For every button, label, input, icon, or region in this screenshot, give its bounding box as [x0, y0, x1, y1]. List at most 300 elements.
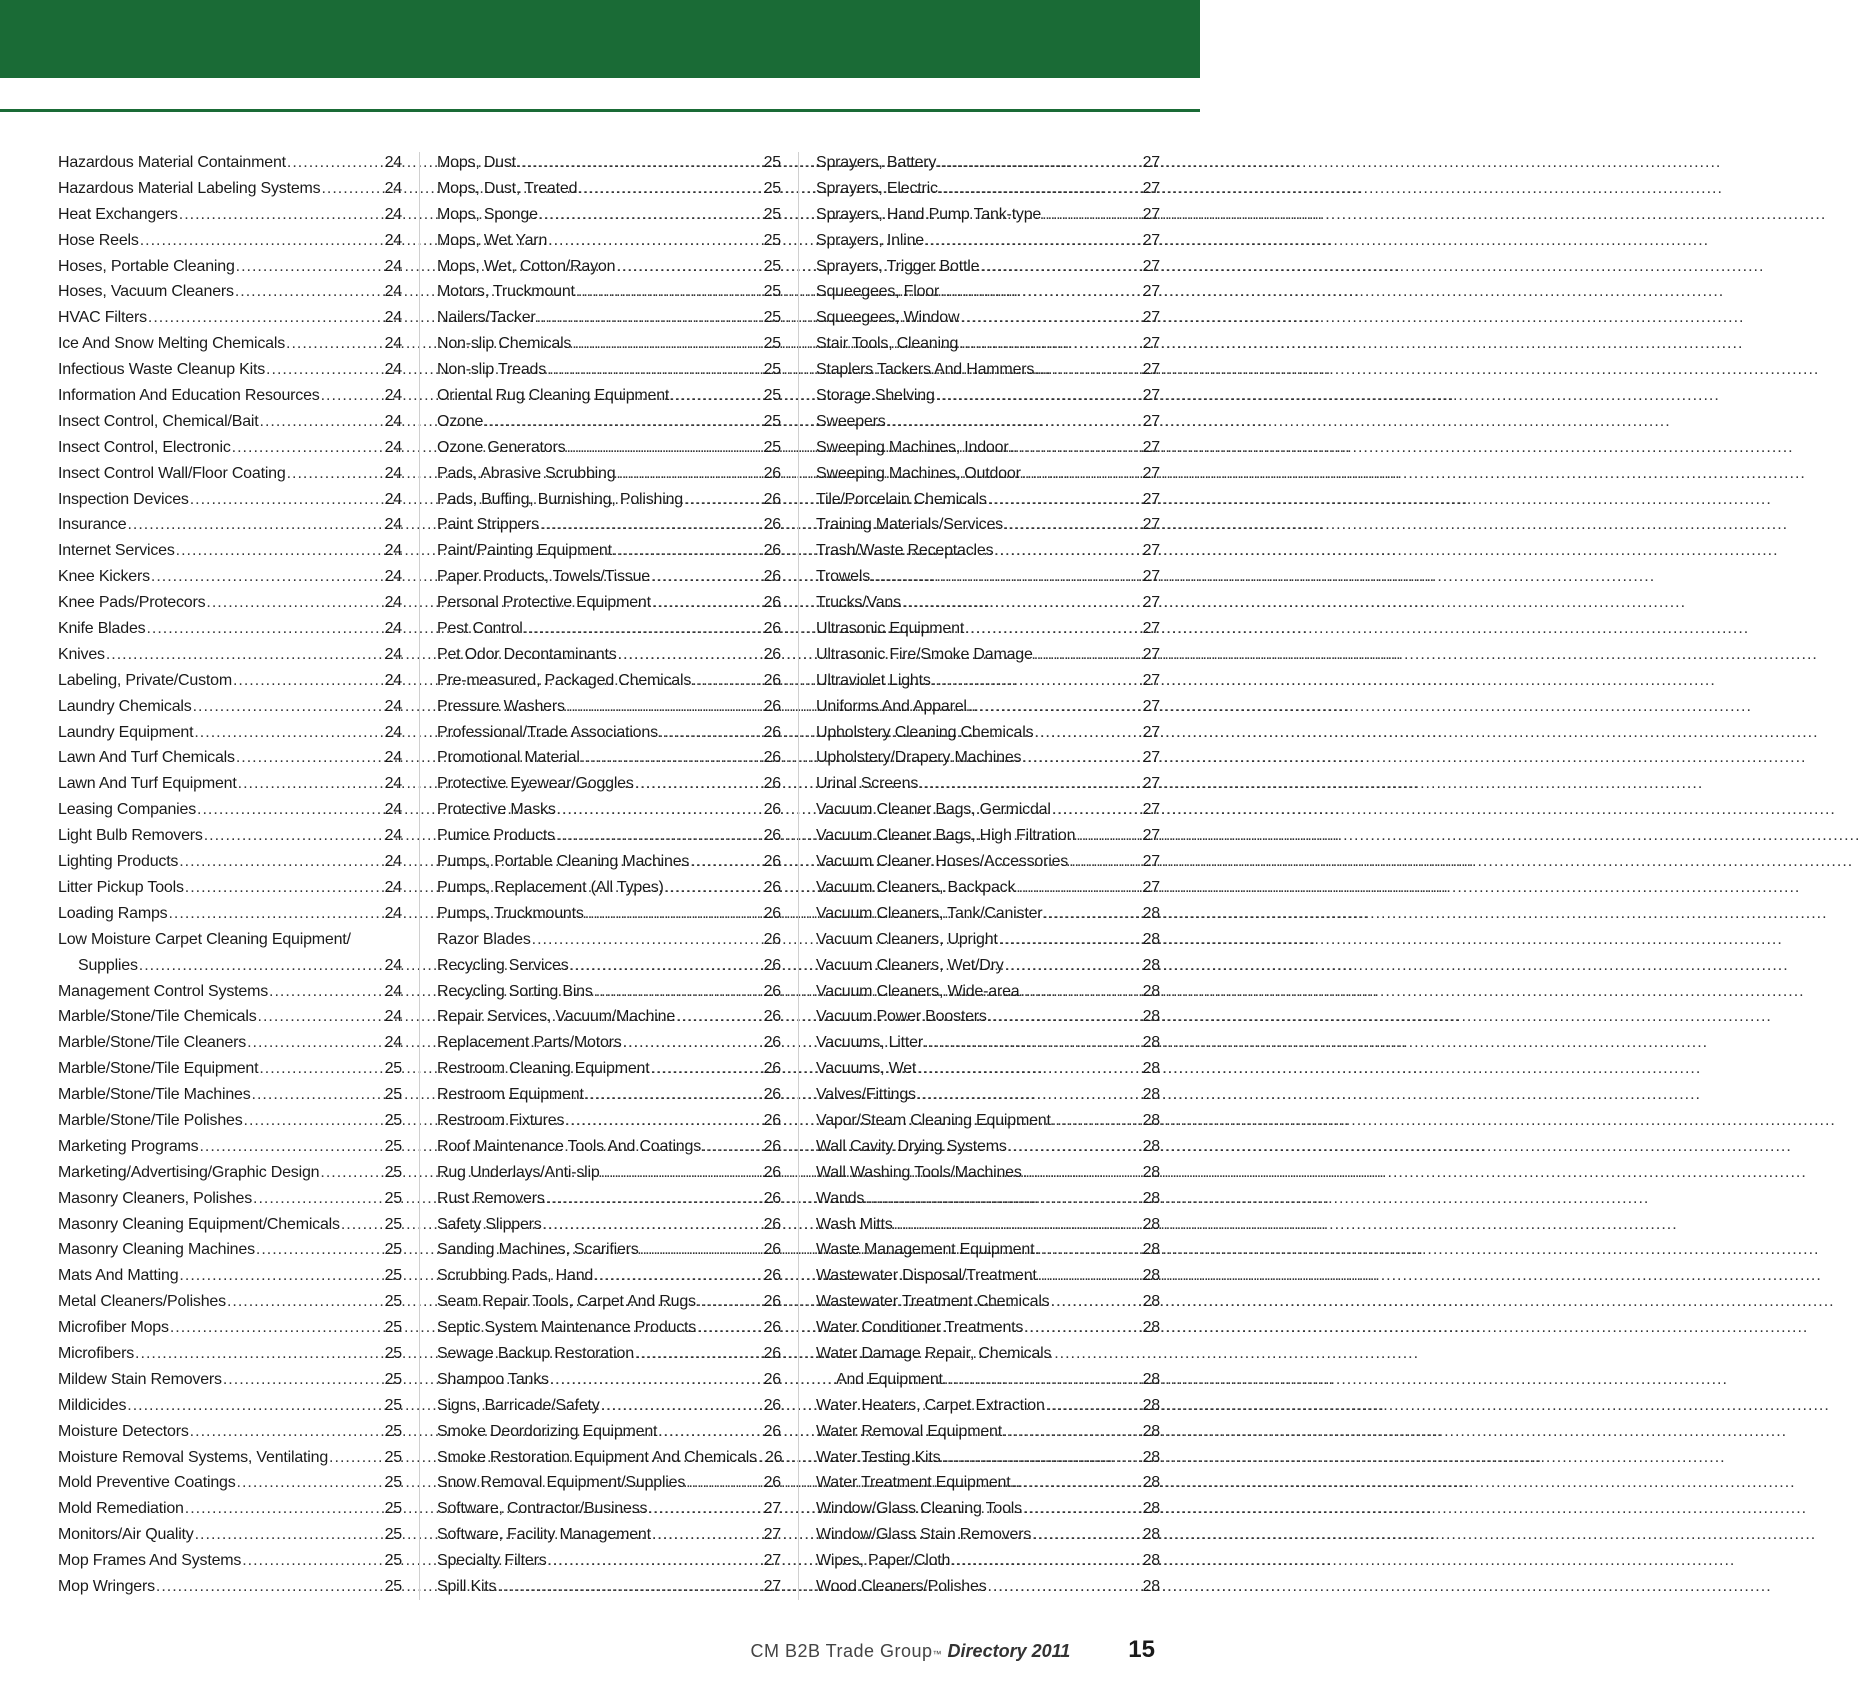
index-entry	[816, 538, 1160, 564]
entry-page-number: 27	[1142, 205, 1160, 223]
dot-leader	[1024, 1315, 1141, 1341]
entry-name: Paper Products, Towels/Tissue	[437, 568, 650, 586]
index-entry	[437, 512, 781, 538]
dot-leader	[566, 694, 763, 720]
index-entry	[437, 1237, 781, 1263]
index-entry	[58, 1030, 402, 1056]
dot-leader	[320, 1160, 383, 1186]
dot-leader	[151, 564, 384, 590]
dot-leader	[539, 202, 763, 228]
index-entry	[58, 1470, 402, 1496]
index-entry	[816, 616, 1160, 642]
entry-name: Non-slip Chemicals	[437, 335, 572, 353]
entry-name: Masonry Cleaners, Polishes	[58, 1189, 252, 1207]
entry-name: Valves/Fittings	[816, 1086, 916, 1104]
index-entry	[58, 1341, 402, 1367]
entry-name: Ice And Snow Melting Chemicals	[58, 335, 286, 353]
entry-name: Ozone Generators	[437, 438, 566, 456]
index-entry	[437, 1522, 781, 1548]
index-entry	[437, 254, 781, 280]
entry-page-number: 26	[763, 775, 781, 793]
dot-leader	[244, 1108, 384, 1134]
entry-page-number: 26	[763, 594, 781, 612]
index-entry	[58, 564, 402, 590]
entry-name: Upholstery/Drapery Machines	[816, 749, 1022, 767]
entry-page-number: 25	[763, 361, 781, 379]
dot-leader	[258, 1004, 384, 1030]
entry-name: Mop Wringers	[58, 1577, 155, 1595]
index-entry	[58, 487, 402, 513]
dot-leader	[517, 150, 763, 176]
dot-leader	[692, 668, 762, 694]
entry-name: Mold Preventive Coatings	[58, 1474, 236, 1492]
entry-name: Mats And Matting	[58, 1267, 179, 1285]
dot-leader	[697, 1289, 763, 1315]
entry-page-number: 27	[1142, 154, 1160, 171]
index-entry	[816, 1367, 1160, 1393]
dot-leader	[1009, 435, 1141, 461]
dot-leader	[1032, 1522, 1141, 1548]
entry-page-number: 26	[763, 904, 781, 922]
index-entry	[437, 150, 781, 176]
dot-leader	[176, 538, 384, 564]
entry-name: Oriental Rug Cleaning Equipment	[437, 387, 670, 405]
entry-page-number: 24	[384, 749, 402, 767]
entry-page-number: 24	[384, 671, 402, 689]
dot-leader	[944, 1367, 1142, 1393]
index-entry	[437, 1367, 781, 1393]
entry-name: Restroom Equipment	[437, 1086, 584, 1104]
entry-name: Ultrasonic Fire/Smoke Damage	[816, 645, 1033, 663]
dot-leader	[233, 668, 384, 694]
entry-name: Moisture Detectors	[58, 1422, 189, 1440]
entry-page-number: 28	[1142, 1577, 1160, 1595]
entry-page-number: 25	[384, 1370, 402, 1388]
entry-page-number: 24	[384, 827, 402, 845]
entry-name: Paint Strippers	[437, 516, 539, 534]
entry-name: Roof Maintenance Tools And Coatings	[437, 1137, 701, 1155]
index-entry	[816, 1496, 1160, 1522]
index-entry	[816, 1419, 1160, 1445]
index-entry	[58, 357, 402, 383]
index-entry	[816, 823, 1160, 849]
entry-page-number: 25	[384, 1293, 402, 1311]
dot-leader	[623, 1030, 763, 1056]
index-entry	[58, 305, 402, 331]
dot-leader	[287, 461, 384, 487]
dot-leader	[185, 1496, 384, 1522]
entry-page-number: 27	[1142, 361, 1160, 379]
entry-page-number: 26	[763, 1189, 781, 1207]
index-entry	[58, 228, 402, 254]
dot-leader	[135, 1341, 384, 1367]
index-column-3	[816, 150, 1160, 1600]
entry-page-number: 24	[384, 387, 402, 405]
dot-leader	[652, 590, 763, 616]
index-entry	[816, 1186, 1160, 1212]
entry-page-number: 26	[763, 801, 781, 819]
entry-page-number: 26	[763, 1293, 781, 1311]
entry-name: Safety Slippers	[437, 1215, 542, 1233]
dot-leader	[635, 771, 763, 797]
dot-leader	[865, 1186, 1141, 1212]
index-entry	[816, 1237, 1160, 1263]
entry-name: Vacuum Cleaner Bags, Germicdal	[816, 801, 1051, 819]
entry-page-number: 26	[763, 956, 781, 974]
entry-page-number: 26	[763, 1422, 781, 1440]
dot-leader	[148, 305, 384, 331]
index-entry	[437, 1289, 781, 1315]
entry-name: Hoses, Portable Cleaning	[58, 257, 235, 275]
dot-leader	[321, 383, 384, 409]
index-entry	[437, 953, 781, 979]
dot-leader	[1012, 1470, 1142, 1496]
entry-page-number: 26	[763, 645, 781, 663]
entry-name: Sprayers, Battery	[816, 154, 937, 171]
dot-leader	[578, 176, 762, 202]
dot-leader	[676, 1004, 763, 1030]
entry-name: Pressure Washers	[437, 697, 565, 715]
index-entry	[816, 564, 1160, 590]
index-entry	[816, 357, 1160, 383]
entry-name: Knife Blades	[58, 620, 146, 638]
index-entry	[58, 953, 402, 979]
dot-leader	[940, 279, 1141, 305]
index-entry	[816, 875, 1160, 901]
entry-page-number: 26	[763, 982, 781, 1000]
entry-name: Insurance	[58, 516, 127, 534]
index-entry	[816, 1574, 1160, 1600]
entry-name: Knee Kickers	[58, 568, 150, 586]
index-entry	[816, 642, 1160, 668]
dot-leader	[917, 1082, 1142, 1108]
entry-page-number: 27	[1142, 257, 1160, 275]
entry-name: Water Conditioner Treatments	[816, 1319, 1024, 1337]
entry-name: Training Materials/Services	[816, 516, 1003, 534]
dot-leader	[652, 1522, 763, 1548]
index-entry	[816, 1289, 1160, 1315]
dot-leader	[127, 1393, 383, 1419]
entry-name: Sweepers	[816, 412, 886, 430]
entry-name: Window/Glass Stain Removers	[816, 1526, 1032, 1544]
dot-leader	[269, 979, 384, 1005]
entry-page-number: 27	[763, 1500, 781, 1518]
entry-name: Protective Eyewear/Goggles	[437, 775, 634, 793]
index-entry	[58, 1367, 402, 1393]
entry-page-number: 25	[384, 1474, 402, 1492]
entry-page-number: 26	[763, 1008, 781, 1026]
index-entry	[58, 1574, 402, 1600]
entry-name: Uniforms And Apparel	[816, 697, 967, 715]
entry-page-number: 28	[1142, 904, 1160, 922]
index-entry	[816, 927, 1160, 953]
dot-leader	[1035, 1237, 1141, 1263]
index-entry	[58, 1263, 402, 1289]
index-entry	[58, 1004, 402, 1030]
index-entry	[437, 979, 781, 1005]
index-entry	[437, 1186, 781, 1212]
entry-name: Paint/Painting Equipment	[437, 542, 612, 560]
entry-page-number: 27	[1142, 568, 1160, 586]
entry-name: Light Bulb Removers	[58, 827, 203, 845]
entry-page-number: 24	[384, 956, 402, 974]
entry-name: And Equipment	[836, 1370, 943, 1388]
dot-leader	[1076, 823, 1141, 849]
entry-page-number: 25	[384, 1215, 402, 1233]
dot-leader	[618, 642, 763, 668]
index-entry	[816, 901, 1160, 927]
index-entry	[437, 564, 781, 590]
entry-page-number: 27	[1142, 309, 1160, 327]
entry-name: Pumice Products	[437, 827, 555, 845]
entry-name: Mop Frames And Systems	[58, 1552, 242, 1570]
entry-page-number: 25	[384, 1448, 402, 1466]
dot-leader	[1020, 979, 1141, 1005]
entry-name: Recycling Services	[437, 956, 569, 974]
index-entry	[437, 1393, 781, 1419]
index-entry	[437, 331, 781, 357]
entry-page-number: 25	[763, 257, 781, 275]
entry-page-number: 26	[763, 620, 781, 638]
index-entry	[58, 1445, 402, 1471]
dot-leader	[286, 331, 384, 357]
entry-name: Pre-measured, Packaged Chemicals	[437, 671, 692, 689]
entry-page-number: 27	[1142, 749, 1160, 767]
entry-page-number: 26	[763, 1137, 781, 1155]
index-entry	[816, 720, 1160, 746]
index-entry	[58, 331, 402, 357]
entry-page-number: 28	[1142, 1526, 1160, 1544]
entry-name: Vacuums, Litter	[816, 1034, 923, 1052]
index-entry	[437, 694, 781, 720]
dot-leader	[937, 150, 1141, 176]
index-entry	[58, 642, 402, 668]
entry-page-number: 25	[384, 1577, 402, 1595]
index-entry	[816, 953, 1160, 979]
entry-name: Lighting Products	[58, 853, 179, 871]
dot-leader	[902, 590, 1142, 616]
entry-page-number: 25	[384, 1086, 402, 1104]
entry-page-number: 24	[384, 205, 402, 223]
index-entry	[437, 1341, 781, 1367]
dot-leader	[941, 1445, 1141, 1471]
index-entry	[437, 538, 781, 564]
entry-page-number: 26	[763, 878, 781, 896]
entry-name: Window/Glass Cleaning Tools	[816, 1500, 1022, 1518]
entry-page-number: 26	[763, 1086, 781, 1104]
entry-page-number: 24	[384, 568, 402, 586]
dot-leader	[936, 383, 1142, 409]
index-entry	[437, 797, 781, 823]
entry-page-number: 27	[1142, 412, 1160, 430]
dot-leader	[919, 771, 1141, 797]
dot-leader	[988, 1004, 1142, 1030]
entry-name: Personal Protective Equipment	[437, 594, 651, 612]
entry-page-number: 28	[1142, 1319, 1160, 1337]
entry-name: Supplies	[78, 956, 138, 974]
entry-name: Mold Remediation	[58, 1500, 184, 1518]
entry-name: Restroom Cleaning Equipment	[437, 1060, 650, 1078]
index-entry	[437, 1496, 781, 1522]
entry-page-number: 24	[384, 179, 402, 197]
entry-page-number: 24	[384, 231, 402, 249]
index-entry	[816, 1056, 1160, 1082]
dot-leader	[1016, 875, 1141, 901]
entry-name: Software, Facility Management	[437, 1526, 651, 1544]
dot-leader	[999, 927, 1142, 953]
entry-name: Wood Cleaners/Polishes	[816, 1577, 987, 1595]
dot-leader	[1034, 642, 1142, 668]
entry-page-number: 28	[1142, 1293, 1160, 1311]
index-entry	[816, 668, 1160, 694]
entry-page-number: 27	[1142, 283, 1160, 301]
index-entry	[816, 279, 1160, 305]
dot-leader	[576, 279, 763, 305]
dot-leader	[1051, 1289, 1142, 1315]
dot-leader	[648, 1496, 762, 1522]
entry-name: Snow Removal Equipment/Supplies	[437, 1474, 686, 1492]
index-entry	[437, 927, 781, 953]
entry-name: Nailers/Tacker	[437, 309, 536, 327]
entry-name: Masonry Cleaning Equipment/Chemicals	[58, 1215, 340, 1233]
entry-name: Pads, Abrasive Scrubbing	[437, 464, 616, 482]
entry-page-number: 24	[384, 309, 402, 327]
dot-leader	[260, 409, 384, 435]
index-entry	[437, 616, 781, 642]
entry-page-number: 26	[763, 490, 781, 508]
entry-name: Water Testing Kits	[816, 1448, 941, 1466]
entry-name: Low Moisture Carpet Cleaning Equipment/	[58, 930, 351, 948]
entry-page-number: 28	[1142, 1137, 1160, 1155]
entry-page-number: 28	[1142, 1552, 1160, 1570]
entry-page-number: 24	[384, 283, 402, 301]
index-entry	[58, 1134, 402, 1160]
entry-name: Vacuum Cleaners, Upright	[816, 930, 998, 948]
index-entry	[816, 771, 1160, 797]
dot-leader	[540, 512, 763, 538]
entry-page-number: 26	[763, 568, 781, 586]
index-entry	[58, 823, 402, 849]
entry-name: Repair Services, Vacuum/Machine	[437, 1008, 676, 1026]
dot-leader	[232, 435, 384, 461]
entry-page-number: 28	[1142, 982, 1160, 1000]
entry-page-number: 24	[384, 412, 402, 430]
entry-page-number: 24	[384, 878, 402, 896]
dot-leader	[959, 331, 1141, 357]
entry-name: Lawn And Turf Equipment	[58, 775, 237, 793]
index-entry	[816, 461, 1160, 487]
index-entry	[437, 1212, 781, 1238]
entry-page-number: 26	[763, 671, 781, 689]
dot-leader	[616, 461, 762, 487]
page-number: 15	[1128, 1636, 1155, 1663]
index-entry	[816, 1030, 1160, 1056]
dot-leader	[635, 1341, 763, 1367]
dot-leader	[939, 176, 1142, 202]
entry-name: Labeling, Private/Custom	[58, 671, 232, 689]
entry-name: Litter Pickup Tools	[58, 878, 184, 896]
entry-name: Mops, Wet, Cotton/Rayon	[437, 257, 616, 275]
entry-page-number: 27	[1142, 231, 1160, 249]
entry-name: Moisture Removal Systems, Ventilating	[58, 1448, 329, 1466]
entry-page-number: 25	[763, 335, 781, 353]
dot-leader	[190, 1419, 384, 1445]
index-entry	[816, 1522, 1160, 1548]
dot-leader	[179, 202, 384, 228]
entry-name: Wastewater Disposal/Treatment	[816, 1267, 1037, 1285]
entry-page-number: 27	[1142, 645, 1160, 663]
dot-leader	[247, 1030, 384, 1056]
entry-name: Smoke Deordorizing Equipment	[437, 1422, 658, 1440]
entry-page-number: 28	[1142, 1422, 1160, 1440]
entry-page-number: 28	[1142, 1008, 1160, 1026]
entry-page-number: 28	[1142, 1086, 1160, 1104]
dot-leader	[702, 1134, 763, 1160]
dot-leader	[758, 1445, 764, 1471]
entry-name: Knee Pads/Protecors	[58, 594, 206, 612]
dot-leader	[242, 1548, 383, 1574]
index-entry	[437, 745, 781, 771]
entry-page-number: 27	[763, 1526, 781, 1544]
dot-leader	[924, 1030, 1142, 1056]
index-entry	[816, 745, 1160, 771]
header-rule	[0, 109, 1200, 112]
index-entry	[437, 1419, 781, 1445]
dot-leader	[988, 487, 1142, 513]
entry-name: Sweeping Machines, Outdoor	[816, 464, 1021, 482]
entry-page-number: 26	[763, 1215, 781, 1233]
entry-page-number: 27	[1142, 878, 1160, 896]
entry-page-number: 24	[384, 516, 402, 534]
dot-leader	[697, 1315, 762, 1341]
entry-page-number: 24	[384, 775, 402, 793]
index-entry	[58, 150, 402, 176]
dot-leader	[139, 953, 384, 979]
dot-leader	[968, 694, 1142, 720]
dot-leader	[894, 1212, 1142, 1238]
footer-directory-title: Directory 2011	[947, 1641, 1071, 1661]
entry-page-number: 28	[1142, 1034, 1160, 1052]
entry-page-number: 28	[1142, 1163, 1160, 1181]
entry-page-number: 26	[763, 1370, 781, 1388]
entry-page-number: 28	[1142, 1370, 1160, 1388]
entry-page-number: 28	[1142, 1060, 1160, 1078]
entry-name: Insect Control, Electronic	[58, 438, 231, 456]
index-entry	[816, 849, 1160, 875]
index-entry	[437, 1445, 781, 1471]
entry-page-number: 27	[1142, 801, 1160, 819]
entry-page-number: 26	[763, 697, 781, 715]
dot-leader	[1034, 720, 1141, 746]
entry-page-number: 25	[763, 438, 781, 456]
dot-leader	[651, 564, 763, 590]
dot-leader	[1038, 1263, 1142, 1289]
entry-name: Storage Shelving	[816, 387, 935, 405]
index-entry	[58, 1056, 402, 1082]
entry-name: Vacuum Cleaners, Wet/Dry	[816, 956, 1004, 974]
dot-leader	[594, 979, 763, 1005]
entry-page-number: 25	[763, 179, 781, 197]
entry-page-number: 27	[1142, 516, 1160, 534]
entry-name: Protective Masks	[437, 801, 556, 819]
entry-name: Microfiber Mops	[58, 1319, 169, 1337]
entry-name: Hazardous Material Containment	[58, 154, 286, 171]
entry-page-number: 25	[384, 1241, 402, 1259]
entry-name: Internet Services	[58, 542, 175, 560]
entry-page-number: 27	[1142, 775, 1160, 793]
entry-page-number: 26	[763, 853, 781, 871]
entry-name: Leasing Companies	[58, 801, 197, 819]
